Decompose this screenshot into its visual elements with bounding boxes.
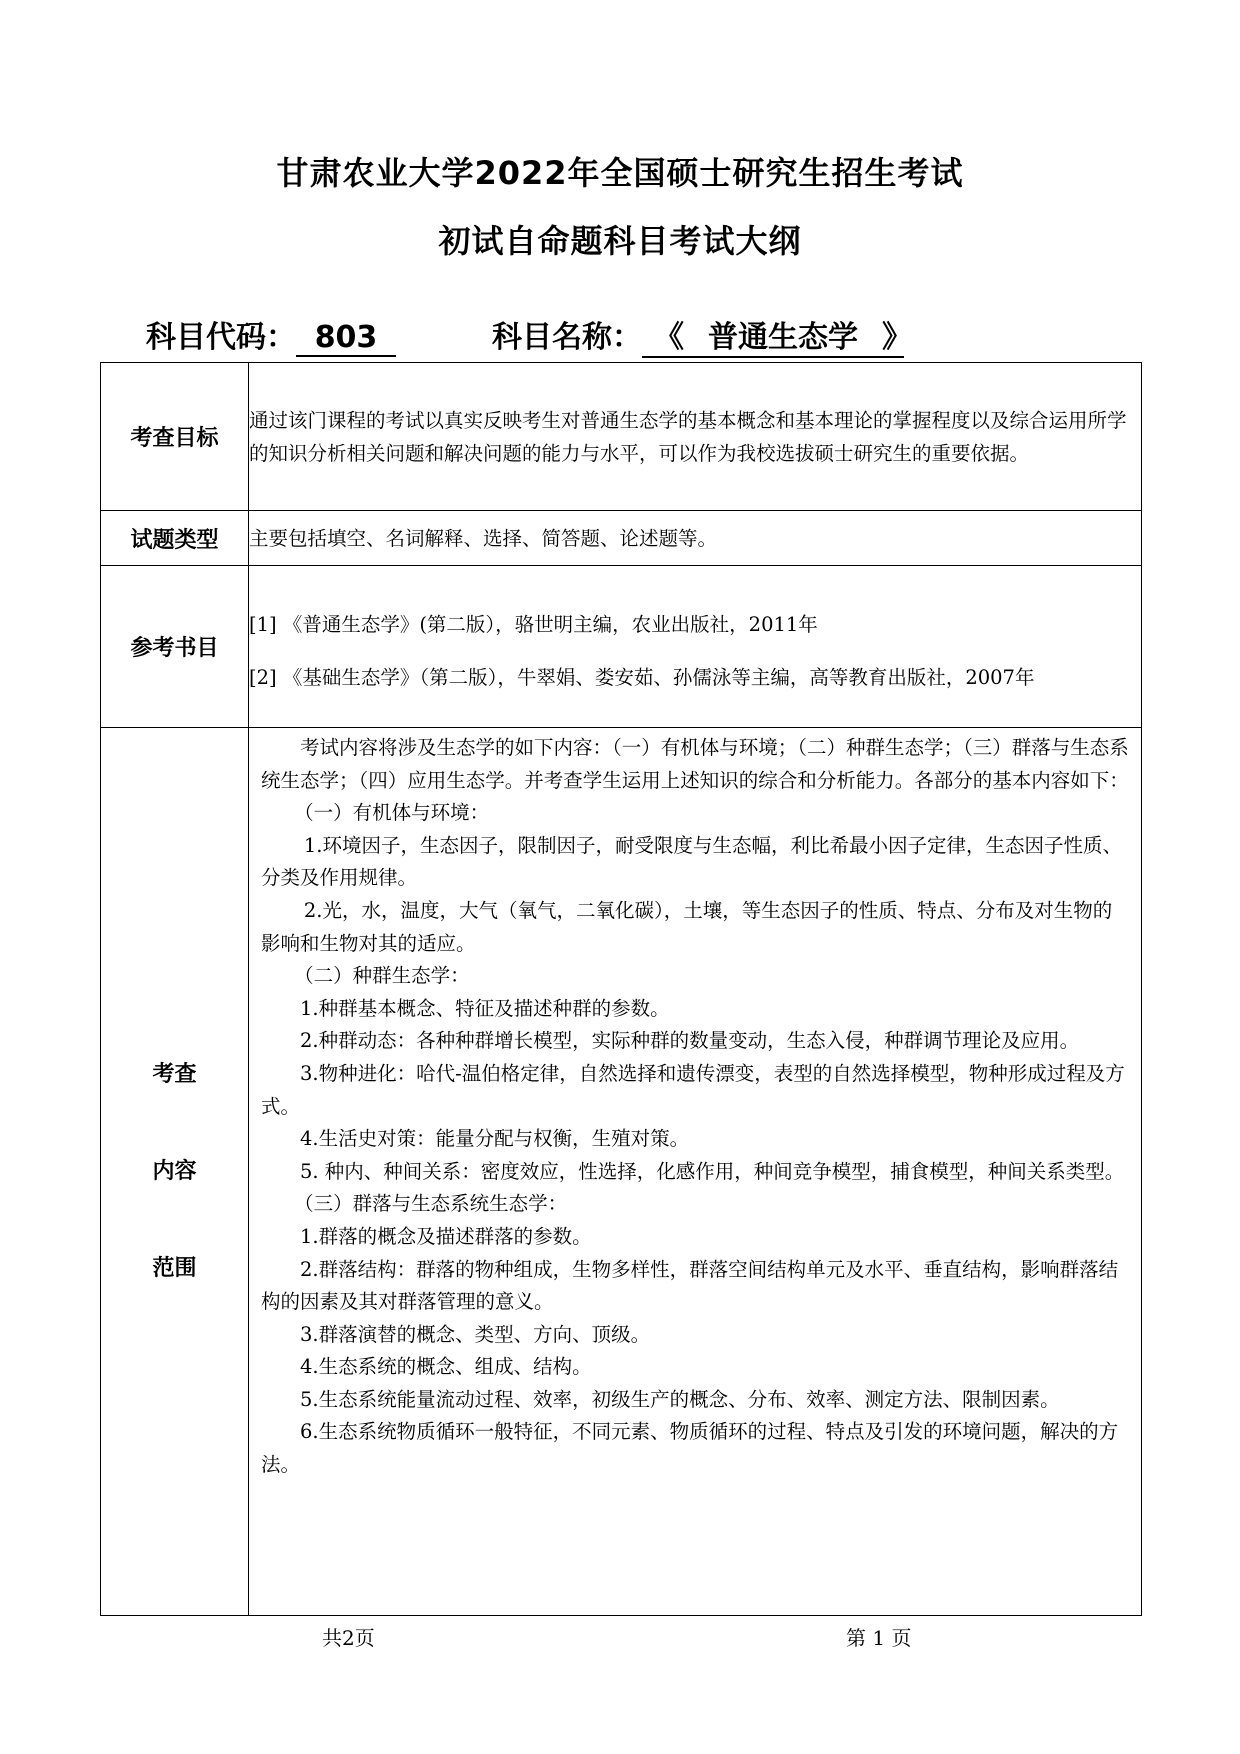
footer-page-number: 第 1 页 xyxy=(846,1626,912,1650)
references-label: 参考书目 xyxy=(101,566,249,728)
footer-total-pages: 共2页 xyxy=(322,1626,375,1650)
subject-info xyxy=(146,312,912,358)
objective-label: 考查目标 xyxy=(101,363,249,511)
scope-intro: 考试内容将涉及生态学的如下内容：（一）有机体与环境；（二）种群生态学；（三）群落与生态系统生态学；（四）应用生态学。并考查学生运用上述知识的综合和分析能力。各部分的基本内容如下： xyxy=(261,736,1129,792)
scope-item: 4.生活史对策：能量分配与权衡，生殖对策。 xyxy=(300,1127,690,1151)
scope-item: 3.物种进化：哈代-温伯格定律，自然选择和遗传漂变，表型的自然选择模型，物种形成过程及方式。 xyxy=(261,1061,1125,1118)
scope-item: 1.环境因子，生态因子，限制因子，耐受限度与生态幅，利比希最小因子定律，生态因子性质、分类及作用规律。 xyxy=(261,833,1122,890)
subject-name-value: 普通生态学 xyxy=(708,320,858,355)
scope-row xyxy=(101,728,1142,1616)
scope-item: 2.光，水，温度，大气（氧气，二氧化碳），土壤，等生态因子的性质、特点、分布及对生物的影响和生物对其的适应。 xyxy=(261,898,1113,955)
section-heading: （二）种群生态学： xyxy=(294,964,470,988)
subject-name-close-bracket: 》 xyxy=(882,320,912,355)
objective-text: 通过该门课程的考试以真实反映考生对普通生态学的基本概念和基本理论的掌握程度以及综合运用所学的知识分析相关问题和解决问题的能力与水平，可以作为我校选拔硕士研究生的重要依据。 xyxy=(249,363,1142,511)
scope-label-line: 考查 xyxy=(152,1062,197,1087)
reference-item: [1] 《普通生态学》(第二版），骆世明主编，农业出版社，2011年 xyxy=(249,612,818,636)
scope-label-line: 范围 xyxy=(152,1256,197,1281)
references-list xyxy=(249,566,1142,728)
references-row xyxy=(101,566,1142,728)
question-types-text: 主要包括填空、名词解释、选择、简答题、论述题等。 xyxy=(249,511,1142,566)
document-title: 甘肃农业大学2022年全国硕士研究生招生考试 xyxy=(276,154,964,192)
objective-row xyxy=(101,363,1142,511)
section-heading: （一）有机体与环境： xyxy=(294,801,490,825)
scope-item: 5. 种内、种间关系：密度效应，性选择，化感作用，种间竞争模型，捕食模型，种间关系类型。 xyxy=(300,1159,1125,1183)
scope-label xyxy=(101,728,249,1616)
scope-item: 3.群落演替的概念、类型、方向、顶级。 xyxy=(300,1322,651,1346)
subject-name-open-bracket: 《 xyxy=(654,320,684,355)
subject-name-label: 科目名称： xyxy=(492,320,642,355)
scope-content xyxy=(249,728,1142,1616)
subject-name-field xyxy=(642,312,912,358)
scope-item: 2.种群动态：各种种群增长模型，实际种群的数量变动，生态入侵，种群调节理论及应用。 xyxy=(300,1029,1080,1053)
question-types-row xyxy=(101,511,1142,566)
scope-item: 4.生态系统的概念、组成、结构。 xyxy=(300,1355,592,1379)
section-heading: （三）群落与生态系统生态学： xyxy=(294,1192,568,1216)
question-types-label: 试题类型 xyxy=(101,511,249,566)
scope-label-line: 内容 xyxy=(152,1159,197,1184)
scope-item: 6.生态系统物质循环一般特征，不同元素、物质循环的过程、特点及引发的环境问题，解决的方法。 xyxy=(261,1420,1119,1477)
scope-item: 5.生态系统能量流动过程、效率，初级生产的概念、分布、效率、测定方法、限制因素。 xyxy=(300,1387,1060,1411)
scope-item: 1.群落的概念及描述群落的参数。 xyxy=(300,1224,592,1248)
subject-code-label: 科目代码： xyxy=(146,320,296,355)
syllabus-table xyxy=(100,362,1142,1616)
document-subtitle: 初试自命题科目考试大纲 xyxy=(438,222,802,260)
scope-item: 1.种群基本概念、特征及描述种群的参数。 xyxy=(300,996,670,1020)
reference-item: [2] 《基础生态学》（第二版），牛翠娟、娄安茹、孙儒泳等主编，高等教育出版社，2007年 xyxy=(249,665,1035,689)
subject-code-value: 803 xyxy=(296,320,396,357)
scope-item: 2.群落结构：群落的物种组成，生物多样性，群落空间结构单元及水平、垂直结构，影响群落结构的因素及其对群落管理的意义。 xyxy=(261,1257,1119,1314)
